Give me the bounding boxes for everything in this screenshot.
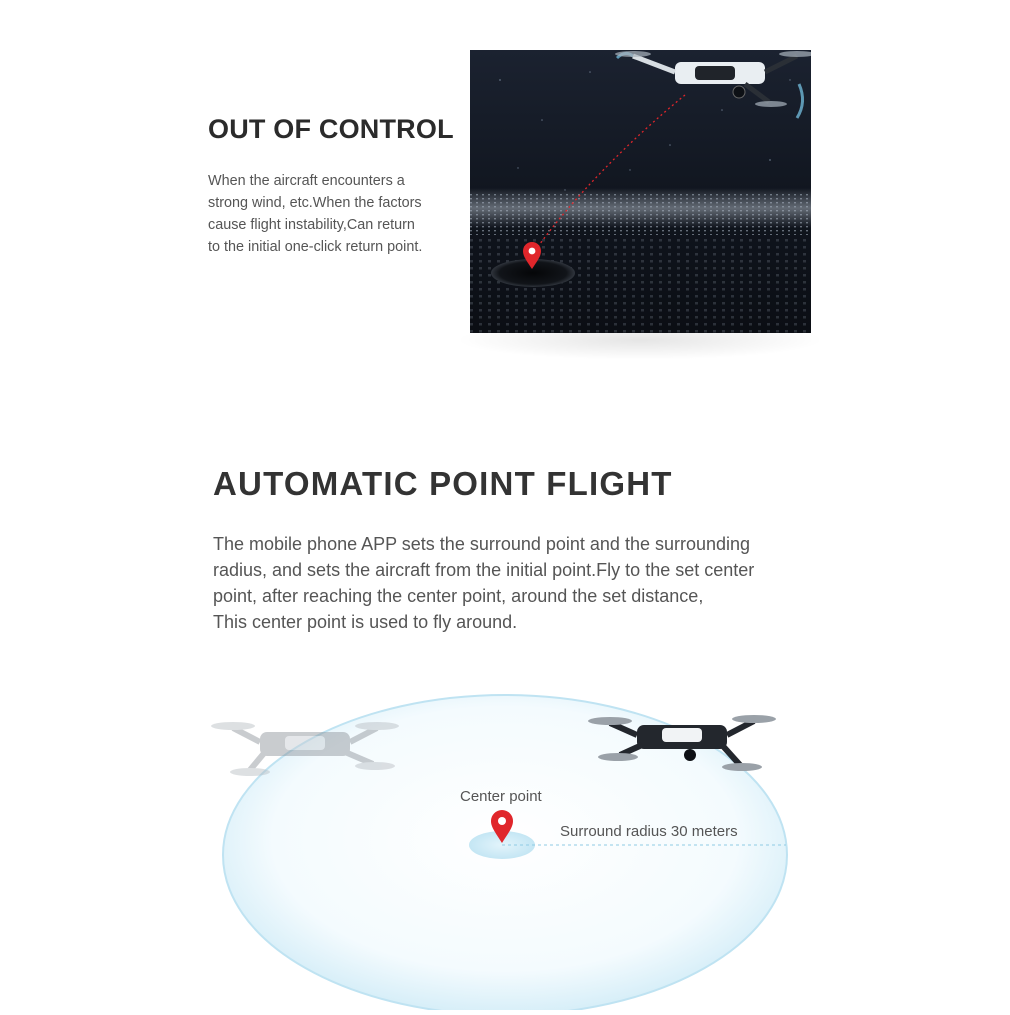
- automatic-point-flight-title: AUTOMATIC POINT FLIGHT: [213, 465, 673, 502]
- description-line: point, after reaching the center point, around the set distance,: [213, 586, 704, 606]
- out-of-control-description: [208, 170, 468, 258]
- dotted-ground: [470, 193, 811, 235]
- orbit-diagram: [200, 690, 810, 1010]
- description-line: cause flight instability,Can return: [208, 217, 415, 233]
- description-line: strong wind, etc.When the factors: [208, 195, 422, 211]
- description-line: The mobile phone APP sets the surround point and the surrounding: [213, 534, 751, 554]
- surround-radius-label: Surround radius 30 meters: [560, 823, 738, 840]
- description-line: radius, and sets the aircraft from the initial point.Fly to the set center: [213, 560, 755, 580]
- return-home-illustration: [470, 50, 811, 333]
- description-line: to the initial one-click return point.: [208, 239, 423, 255]
- out-of-control-title: OUT OF CONTROL: [208, 114, 454, 144]
- automatic-point-flight-description: [213, 531, 833, 635]
- center-point-label: Center point: [460, 788, 542, 805]
- description-line: When the aircraft encounters a: [208, 173, 405, 189]
- description-line: This center point is used to fly around.: [213, 612, 518, 632]
